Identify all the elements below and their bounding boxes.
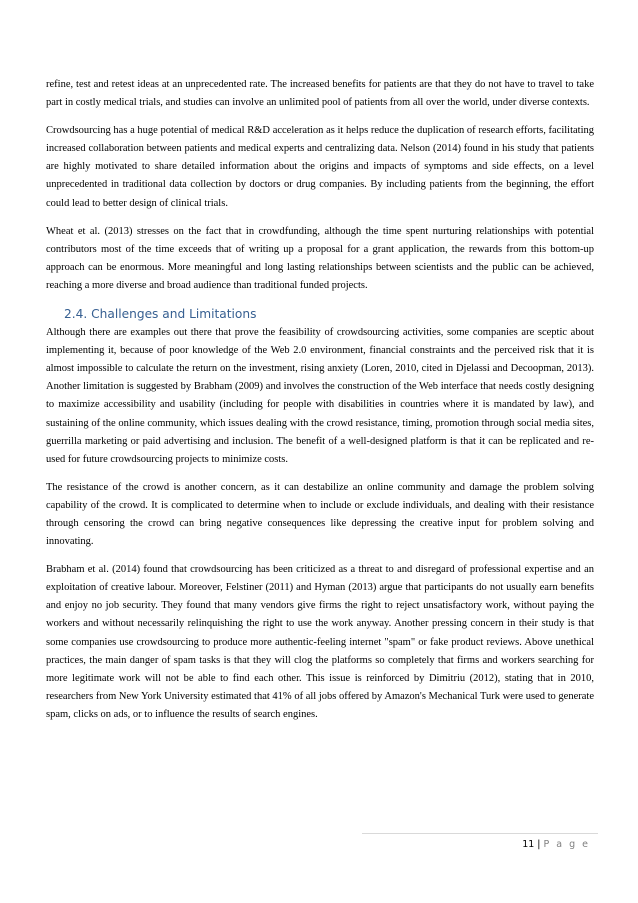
section-heading: 2.4. Challenges and Limitations [64, 307, 257, 322]
page-label: P a g e [543, 839, 590, 850]
body-paragraph: Brabham et al. (2014) found that crowdsourcing has been criticized as a threat to and disregard of professional expertise and an exploitation of creative labour. Moreover, Felstiner (2011) and Hyman (2013) argue that participants do not usually earn benefits and enjoy no job security. They found that many vendors give firms the right to reject unsatisfactory work, without paying the workers and without necessarily relinquishing the right to use the work anyway. Another pressing concern in their study is that some companies use crowdsourcing to produce more authentic-feeling internet "spam" or fake product reviews. Above unethical practices, the main danger of spam tasks is that they will clog the platforms so completely that firms and workers searching for more legitimate work will not be able to find each other. This issue is reinforced by Dimitriu (2012), stating that in 2010, researchers from New York University estimated that 41% of all jobs offered by Amazon's Mechanical Turk were used to generate spam, clicks on ads, or to influence the results of search engines. [46, 564, 594, 720]
body-paragraph: The resistance of the crowd is another concern, as it can destabilize an online community and damage the problem solving capability of the crowd. It is complicated to determine when to include or exclude individuals, and dealing with their resistance through censoring the crowd can bring negative consequences like depressing the creative input for problem solving and innovating. [46, 481, 594, 548]
body-paragraph: Crowdsourcing has a huge potential of medical R&D acceleration as it helps reduce the duplication of research efforts, facilitating increased collaboration between patients and medical experts and centralizing data. Nelson (2014) found in his study that patients are highly motivated to share detailed information about the origins and impacts of symptoms and side effects, on a level unprecedented in traditional data collection by doctors or drug companies. By including patients from the beginning, the effort could lead to better design of clinical trials. [46, 125, 594, 209]
body-paragraph: Wheat et al. (2013) stresses on the fact that in crowdfunding, although the time spent nurturing relationships with potential contributors most of the time exceeds that of writing up a proposal for a grant application, the rewards from this bottom-up approach can be enormous. More meaningful and long lasting relationships between scientists and the public can be achieved, reaching a more diverse and broad audience than traditional funded projects. [46, 225, 594, 291]
page-footer [0, 836, 590, 854]
body-paragraph: refine, test and retest ideas at an unprecedented rate. The increased benefits for patients are that they do not have to travel to take part in costly medical trials, and studies can involve an unlimited pool of patients from all over the world, under diverse contexts. [46, 79, 594, 109]
footer-divider [362, 833, 598, 834]
page-body [46, 76, 594, 734]
page-number: 11 [522, 839, 535, 850]
footer-separator: | [537, 839, 541, 850]
body-paragraph: Although there are examples out there that prove the feasibility of crowdsourcing activities, some companies are sceptic about implementing it, because of poor knowledge of the Web 2.0 environment, financial constraints and the perceived risk that it is almost impossible to calculate the return on the investment, rising anxiety (Loren, 2010, cited in Djelassi and Decoopman, 2013). Another limitation is suggested by Brabham (2009) and involves the construction of the Web interface that needs costly designing to maximize accessibility and usability (including for people with disabilities in countries where it is mandated by law), and sustaining of the online community, which issues dealing with the crowd resistance, timing, promotion through social media sites, guerrilla marketing or paid advertising and inclusion. The benefit of a well-designed platform is that it can be replicated and re-used for future crowdsourcing projects to minimize costs. [46, 327, 594, 465]
